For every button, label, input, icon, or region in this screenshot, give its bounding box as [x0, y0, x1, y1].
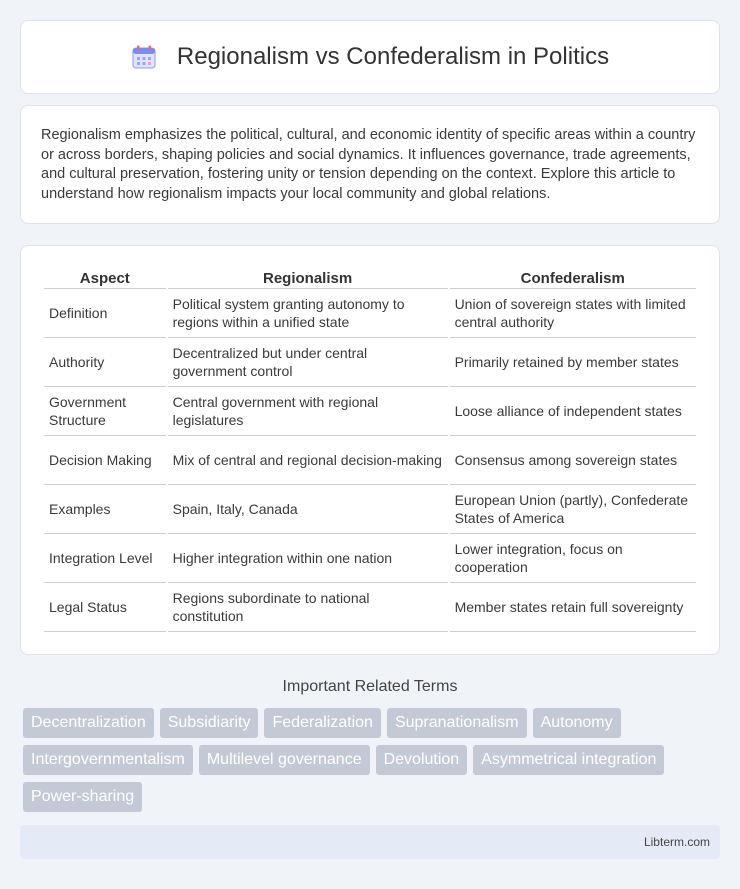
intro-card: [20, 105, 720, 224]
table-header-row: [44, 266, 696, 289]
table-row: [44, 436, 696, 485]
aspect-cell: Examples: [44, 485, 166, 534]
tag-decentralization[interactable]: Decentralization: [23, 708, 154, 738]
tag-asymmetrical-integration[interactable]: Asymmetrical integration: [473, 745, 664, 775]
tag-devolution[interactable]: Devolution: [376, 745, 468, 775]
table-row: [44, 338, 696, 387]
calendar-icon: [131, 44, 157, 70]
tag-power-sharing[interactable]: Power-sharing: [23, 782, 142, 812]
confederalism-cell: European Union (partly), Confederate States of America: [450, 485, 696, 534]
tag-subsidiarity[interactable]: Subsidiarity: [160, 708, 259, 738]
footer-site-link[interactable]: Libterm.com: [643, 835, 710, 849]
tag-federalization[interactable]: Federalization: [264, 708, 381, 738]
aspect-cell: Integration Level: [44, 534, 166, 583]
aspect-cell: Legal Status: [44, 583, 166, 632]
confederalism-cell: Union of sovereign states with limited central authority: [450, 289, 696, 338]
related-terms-list: [23, 708, 703, 812]
footer: [20, 825, 720, 859]
tag-autonomy[interactable]: Autonomy: [533, 708, 621, 738]
table-row: [44, 485, 696, 534]
regionalism-cell: Central government with regional legislatures: [168, 387, 448, 436]
regionalism-cell: Higher integration within one nation: [168, 534, 448, 583]
comparison-card: [20, 245, 720, 655]
confederalism-cell: Primarily retained by member states: [450, 338, 696, 387]
regionalism-cell: Political system granting autonomy to regions within a unified state: [168, 289, 448, 338]
tag-multilevel-governance[interactable]: Multilevel governance: [199, 745, 370, 775]
confederalism-cell: Consensus among sovereign states: [450, 436, 696, 485]
table-row: [44, 387, 696, 436]
comparison-table: [42, 266, 698, 632]
intro-text: Regionalism emphasizes the political, cultural, and economic identity of specific areas within a country or across borders, shaping policies and social dynamics. It influences governance, trade agreements, and cultural preservation, fostering unity or tension depending on the context. Explore this article to understand how regionalism impacts your local community and global relations.: [41, 127, 696, 202]
aspect-cell: Government Structure: [44, 387, 166, 436]
page-title: Regionalism vs Confederalism in Politics: [176, 43, 610, 70]
confederalism-cell: Member states retain full sovereignty: [450, 583, 696, 632]
regionalism-cell: Spain, Italy, Canada: [168, 485, 448, 534]
confederalism-cell: Loose alliance of independent states: [450, 387, 696, 436]
table-row: [44, 289, 696, 338]
table-row: [44, 534, 696, 583]
regionalism-cell: Decentralized but under central government control: [168, 338, 448, 387]
column-header-confederalism: Confederalism: [450, 266, 696, 289]
related-terms-title: Important Related Terms: [282, 678, 458, 695]
column-header-aspect: Aspect: [44, 266, 166, 289]
tag-supranationalism[interactable]: Supranationalism: [387, 708, 527, 738]
page-header: [20, 20, 720, 94]
aspect-cell: Definition: [44, 289, 166, 338]
table-row: [44, 583, 696, 632]
aspect-cell: Decision Making: [44, 436, 166, 485]
column-header-regionalism: Regionalism: [168, 266, 448, 289]
aspect-cell: Authority: [44, 338, 166, 387]
tag-intergovernmentalism[interactable]: Intergovernmentalism: [23, 745, 193, 775]
regionalism-cell: Mix of central and regional decision-making: [168, 436, 448, 485]
regionalism-cell: Regions subordinate to national constitution: [168, 583, 448, 632]
confederalism-cell: Lower integration, focus on cooperation: [450, 534, 696, 583]
